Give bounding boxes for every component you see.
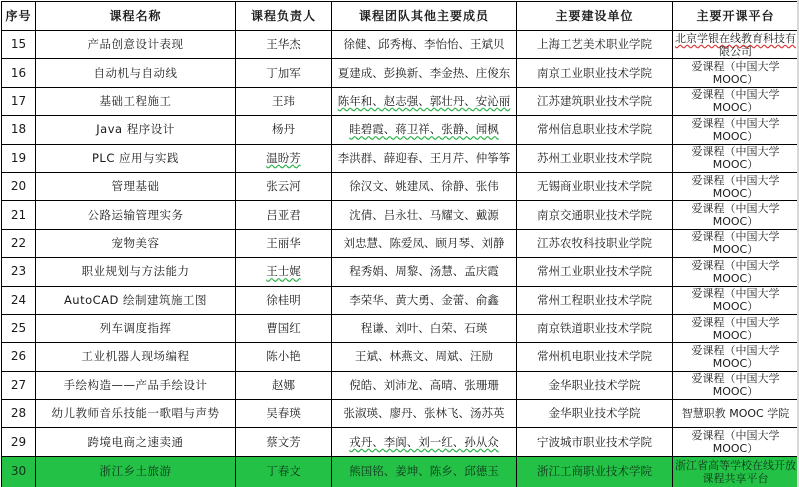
table-row	[2, 286, 799, 314]
cell-seq[interactable]: 25	[2, 314, 36, 342]
cell-unit[interactable]: 南京工业职业技术学院	[517, 59, 673, 87]
cell-unit[interactable]: 常州信息职业技术学院	[517, 116, 673, 144]
platform-text: 北京学银在线教育科技有限公司	[675, 31, 796, 58]
cell-platform[interactable]: 爱课程（中国大学 MOOC）	[673, 201, 799, 229]
cell-seq[interactable]: 16	[2, 59, 36, 87]
cell-course[interactable]: Java 程序设计	[36, 116, 236, 144]
cell-seq[interactable]: 23	[2, 258, 36, 286]
cell-unit[interactable]: 金华职业技术学院	[517, 400, 673, 428]
cell-lead[interactable]: 王玮	[236, 87, 332, 115]
lead-text: 温盼芳	[266, 150, 301, 165]
cell-unit[interactable]: 江苏农牧科技职业学院	[517, 229, 673, 257]
course-table	[1, 1, 799, 487]
cell-platform[interactable]: 爱课程（中国大学 MOOC）	[673, 116, 799, 144]
cell-course[interactable]: 跨境电商之速卖通	[36, 428, 236, 456]
header-course[interactable]: 课程名称	[36, 2, 236, 31]
cell-seq[interactable]: 20	[2, 172, 36, 200]
cell-lead[interactable]: 丁加军	[236, 59, 332, 87]
table-row	[2, 229, 799, 257]
cell-seq[interactable]: 30	[2, 456, 36, 487]
cell-lead[interactable]: 赵娜	[236, 371, 332, 399]
cell-seq[interactable]: 26	[2, 343, 36, 371]
cell-course[interactable]: 手绘构造——产品手绘设计	[36, 371, 236, 399]
table-row	[2, 258, 799, 286]
cell-course[interactable]: 基础工程施工	[36, 87, 236, 115]
header-members[interactable]: 课程团队其他主要成员	[332, 2, 517, 31]
cell-unit[interactable]: 浙江工商职业技术学院	[517, 456, 673, 487]
cell-unit[interactable]: 无锡商业职业技术学院	[517, 172, 673, 200]
cell-seq[interactable]: 29	[2, 428, 36, 456]
table-row	[2, 144, 799, 172]
cell-unit[interactable]: 金华职业技术学院	[517, 371, 673, 399]
cell-members[interactable]: 程秀娟、周黎、汤慧、孟庆霞	[332, 258, 517, 286]
cell-platform[interactable]: 爱课程（中国大学 MOOC）	[673, 172, 799, 200]
cell-course[interactable]: 工业机器人现场编程	[36, 343, 236, 371]
cell-lead[interactable]: 张云河	[236, 172, 332, 200]
cell-course[interactable]: 公路运输管理实务	[36, 201, 236, 229]
table-row	[2, 201, 799, 229]
cell-unit[interactable]: 常州机电职业技术学院	[517, 343, 673, 371]
cell-course[interactable]: 职业规划与方法能力	[36, 258, 236, 286]
table-row	[2, 371, 799, 399]
header-row	[2, 2, 799, 31]
cell-lead[interactable]	[236, 258, 332, 286]
cell-members[interactable]: 徐健、邱秀梅、李怡怡、王斌贝	[332, 31, 517, 59]
cell-members[interactable]: 熊国铭、姜坤、陈乡、邱德玉	[332, 456, 517, 487]
cell-unit[interactable]: 江苏建筑职业技术学院	[517, 87, 673, 115]
cell-seq[interactable]: 21	[2, 201, 36, 229]
cell-course[interactable]: 产品创意设计表现	[36, 31, 236, 59]
cell-unit[interactable]: 宁波城市职业技术学院	[517, 428, 673, 456]
table-row	[2, 428, 799, 456]
cell-platform[interactable]: 爱课程（中国大学 MOOC）	[673, 144, 799, 172]
cell-lead[interactable]: 曹国红	[236, 314, 332, 342]
table-row	[2, 59, 799, 87]
table-row	[2, 314, 799, 342]
header-lead[interactable]: 课程负责人	[236, 2, 332, 31]
table-row	[2, 400, 799, 428]
members-text: 陈年和、赵志强、郭壮丹、安沁丽	[337, 93, 511, 108]
members-text: 眭碧霞、蒋卫祥、张静、闻枫	[349, 122, 499, 137]
cell-platform[interactable]: 爱课程（中国大学 MOOC）	[673, 87, 799, 115]
cell-lead[interactable]: 蔡文芳	[236, 428, 332, 456]
header-seq[interactable]: 序号	[2, 2, 36, 31]
cell-seq[interactable]: 17	[2, 87, 36, 115]
cell-lead[interactable]: 吕亚君	[236, 201, 332, 229]
cell-unit[interactable]: 常州工业职业技术学院	[517, 258, 673, 286]
cell-members[interactable]	[332, 428, 517, 456]
cell-lead[interactable]: 王丽华	[236, 229, 332, 257]
cell-seq[interactable]: 28	[2, 400, 36, 428]
cell-course[interactable]: AutoCAD 绘制建筑施工图	[36, 286, 236, 314]
cell-members[interactable]: 王斌、林燕文、周斌、汪励	[332, 343, 517, 371]
members-text: 戎丹、李阆、刘一红、孙从众	[349, 434, 499, 449]
lead-text: 王士娓	[266, 264, 301, 279]
cell-unit[interactable]: 常州工程职业技术学院	[517, 286, 673, 314]
table-row-highlighted	[2, 456, 799, 487]
cell-course[interactable]: 宠物美容	[36, 229, 236, 257]
header-platform[interactable]: 主要开课平台	[673, 2, 799, 31]
cell-members[interactable]: 倪皓、刘沛龙、高晴、张珊珊	[332, 371, 517, 399]
cell-seq[interactable]: 24	[2, 286, 36, 314]
cell-members[interactable]: 沈倩、吕永壮、马耀文、戴源	[332, 201, 517, 229]
cell-members[interactable]: 李洪群、薛迎春、王月芹、仲筝筝	[332, 144, 517, 172]
cell-platform[interactable]: 爱课程（中国大学 MOOC）	[673, 314, 799, 342]
cell-seq[interactable]: 22	[2, 229, 36, 257]
cell-unit[interactable]: 上海工艺美术职业学院	[517, 31, 673, 59]
table-row	[2, 343, 799, 371]
cell-platform[interactable]: 爱课程（中国大学 MOOC）	[673, 343, 799, 371]
cell-members[interactable]: 张淑瑛、廖丹、张林飞、汤苏英	[332, 400, 517, 428]
cell-course[interactable]: 浙江乡土旅游	[36, 456, 236, 487]
cell-members[interactable]	[332, 87, 517, 115]
cell-members[interactable]: 李荣华、黄大勇、金蕾、俞鑫	[332, 286, 517, 314]
cell-lead[interactable]: 吴春瑛	[236, 400, 332, 428]
cell-course[interactable]: PLC 应用与实践	[36, 144, 236, 172]
cell-platform[interactable]: 浙江省高等学校在线开放课程共享平台	[673, 456, 799, 487]
cell-unit[interactable]: 苏州工业职业技术学院	[517, 144, 673, 172]
cell-lead[interactable]	[236, 144, 332, 172]
cell-seq[interactable]: 18	[2, 116, 36, 144]
table-row	[2, 87, 799, 115]
cell-platform[interactable]	[673, 31, 799, 59]
header-unit[interactable]: 主要建设单位	[517, 2, 673, 31]
cell-platform[interactable]: 爱课程（中国大学 MOOC）	[673, 371, 799, 399]
cell-course[interactable]: 列车调度指挥	[36, 314, 236, 342]
cell-members[interactable]	[332, 116, 517, 144]
table-row	[2, 116, 799, 144]
cell-members[interactable]: 徐汉文、姚建凤、徐静、张伟	[332, 172, 517, 200]
cell-course[interactable]: 管理基础	[36, 172, 236, 200]
cell-lead[interactable]: 丁春文	[236, 456, 332, 487]
cell-members[interactable]: 程谦、刘叶、白荣、石瑛	[332, 314, 517, 342]
cell-seq[interactable]: 27	[2, 371, 36, 399]
table-row	[2, 31, 799, 59]
cell-course[interactable]: 幼儿教师音乐技能一歌唱与声势	[36, 400, 236, 428]
cell-platform[interactable]: 智慧职教 MOOC 学院	[673, 400, 799, 428]
cell-lead[interactable]: 杨丹	[236, 116, 332, 144]
cell-seq[interactable]: 15	[2, 31, 36, 59]
cell-lead[interactable]: 徐桂明	[236, 286, 332, 314]
cell-platform[interactable]: 爱课程（中国大学 MOOC）	[673, 258, 799, 286]
cell-platform[interactable]: 爱课程（中国大学 MOOC）	[673, 286, 799, 314]
cell-lead[interactable]: 王华杰	[236, 31, 332, 59]
cell-seq[interactable]: 19	[2, 144, 36, 172]
cell-unit[interactable]: 南京交通职业技术学院	[517, 201, 673, 229]
cell-course[interactable]: 自动机与自动线	[36, 59, 236, 87]
table-row	[2, 172, 799, 200]
cell-members[interactable]: 夏建成、彭换新、李金热、庄俊东	[332, 59, 517, 87]
cell-lead[interactable]: 陈小艳	[236, 343, 332, 371]
cell-platform[interactable]: 爱课程（中国大学 MOOC）	[673, 428, 799, 456]
cell-platform[interactable]: 爱课程（中国大学 MOOC）	[673, 229, 799, 257]
cell-members[interactable]: 刘忠慧、陈爱凤、顾月琴、刘静	[332, 229, 517, 257]
cell-platform[interactable]: 爱课程（中国大学 MOOC）	[673, 59, 799, 87]
cell-unit[interactable]: 南京铁道职业技术学院	[517, 314, 673, 342]
